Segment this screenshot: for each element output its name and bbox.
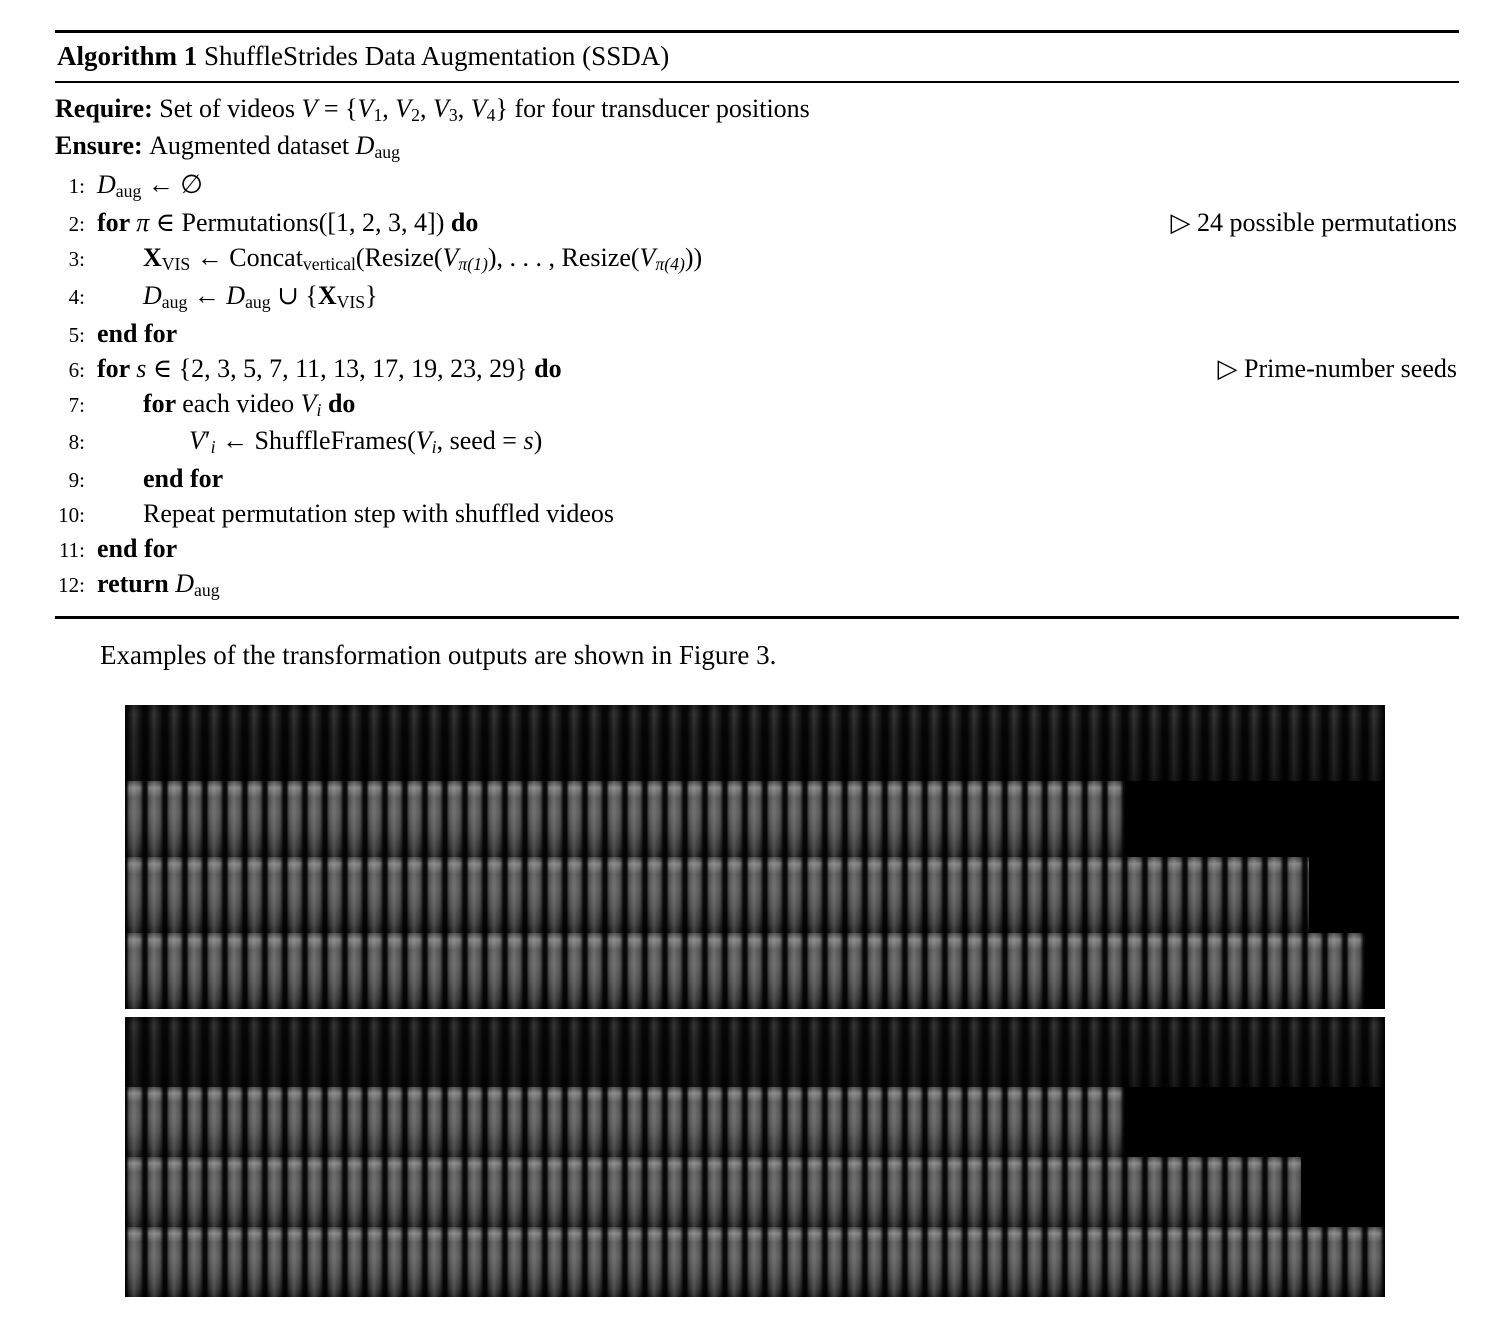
algorithm-body (55, 83, 1459, 616)
algorithm-line (55, 240, 1459, 278)
algorithm-line (55, 386, 1459, 424)
algorithm-title (55, 33, 1459, 81)
line-number: 6: (68, 357, 85, 382)
video-frame-strip (125, 1087, 1385, 1157)
algorithm-line (55, 531, 1459, 566)
line-number: 12: (58, 573, 85, 598)
algorithm-line (55, 278, 1459, 316)
video-frame-strip (125, 857, 1385, 933)
line-text: Repeat permutation step with shuffled videos (143, 499, 615, 529)
algorithm-block (55, 30, 1459, 619)
frame-strip-fill (125, 705, 1385, 781)
algorithm-line (55, 566, 1459, 604)
line-text: end for (97, 318, 178, 348)
video-frame-strip (125, 1017, 1385, 1087)
line-number: 3: (68, 247, 85, 272)
video-frame-strip (125, 1157, 1385, 1227)
video-frame-strip (125, 705, 1385, 781)
line-text: Daug ← ∅ (97, 170, 203, 202)
video-frame-strip (125, 933, 1385, 1009)
algorithm-line (55, 205, 1459, 240)
line-text: for s ∈ {2, 3, 5, 7, 11, 13, 17, 19, 23, 29} do (97, 353, 562, 383)
algorithm-bottom-rule (55, 616, 1459, 619)
figure-montage-shuffled (125, 1017, 1385, 1297)
frame-strip-fill (125, 781, 1125, 857)
frame-strip-fill (125, 1087, 1125, 1157)
line-number: 9: (68, 468, 85, 493)
line-comment: ▷ 24 possible permutations (1170, 208, 1457, 238)
line-text: V′i ← ShuffleFrames(Vi, seed = s) (189, 426, 543, 458)
line-number: 5: (68, 322, 85, 347)
algorithm-ensure-line: Ensure: Augmented dataset Daug (55, 131, 400, 163)
algorithm-title-text: ShuffleStrides Data Augmentation (SSDA) (197, 41, 670, 71)
video-frame-strip (125, 781, 1385, 857)
line-number: 11: (58, 538, 85, 563)
algorithm-line (55, 496, 1459, 531)
frame-strip-fill (125, 1157, 1301, 1227)
line-text: for each video Vi do (143, 388, 356, 420)
line-number: 8: (68, 430, 85, 455)
frame-strip-fill (125, 1017, 1385, 1087)
line-text: for π ∈ Permutations([1, 2, 3, 4]) do (97, 208, 479, 238)
line-text: end for (97, 534, 178, 564)
video-frame-strip (125, 1227, 1385, 1297)
line-number: 4: (68, 284, 85, 309)
line-text: return Daug (97, 569, 220, 601)
algorithm-line (55, 423, 1459, 461)
algorithm-lines (55, 167, 1459, 604)
algorithm-line (55, 167, 1459, 205)
line-number: 2: (68, 212, 85, 237)
algorithm-require-line: Require: Set of videos V = {V1, V2, V3, V4} for four transducer positions (55, 94, 810, 125)
line-comment: ▷ Prime-number seeds (1217, 353, 1457, 383)
algorithm-line (55, 351, 1459, 386)
line-number: 7: (68, 392, 85, 417)
frame-strip-fill (125, 1227, 1385, 1297)
algorithm-line (55, 461, 1459, 496)
line-text: Daug ← Daug ∪ {XVIS} (143, 280, 378, 312)
algorithm-label: Algorithm 1 (57, 41, 198, 71)
line-number: 10: (58, 503, 85, 528)
algorithm-line (55, 316, 1459, 351)
figure-montage-original (125, 705, 1385, 1009)
line-text: end for (143, 464, 224, 494)
line-number: 1: (68, 174, 85, 199)
frame-strip-fill (125, 857, 1309, 933)
line-text: XVIS ← Concatvertical(Resize(Vπ(1)), . . . , Resize(Vπ(4))) (143, 243, 703, 275)
frame-strip-fill (125, 933, 1365, 1009)
body-paragraph: Examples of the transformation outputs are shown in Figure 3. (100, 640, 777, 670)
